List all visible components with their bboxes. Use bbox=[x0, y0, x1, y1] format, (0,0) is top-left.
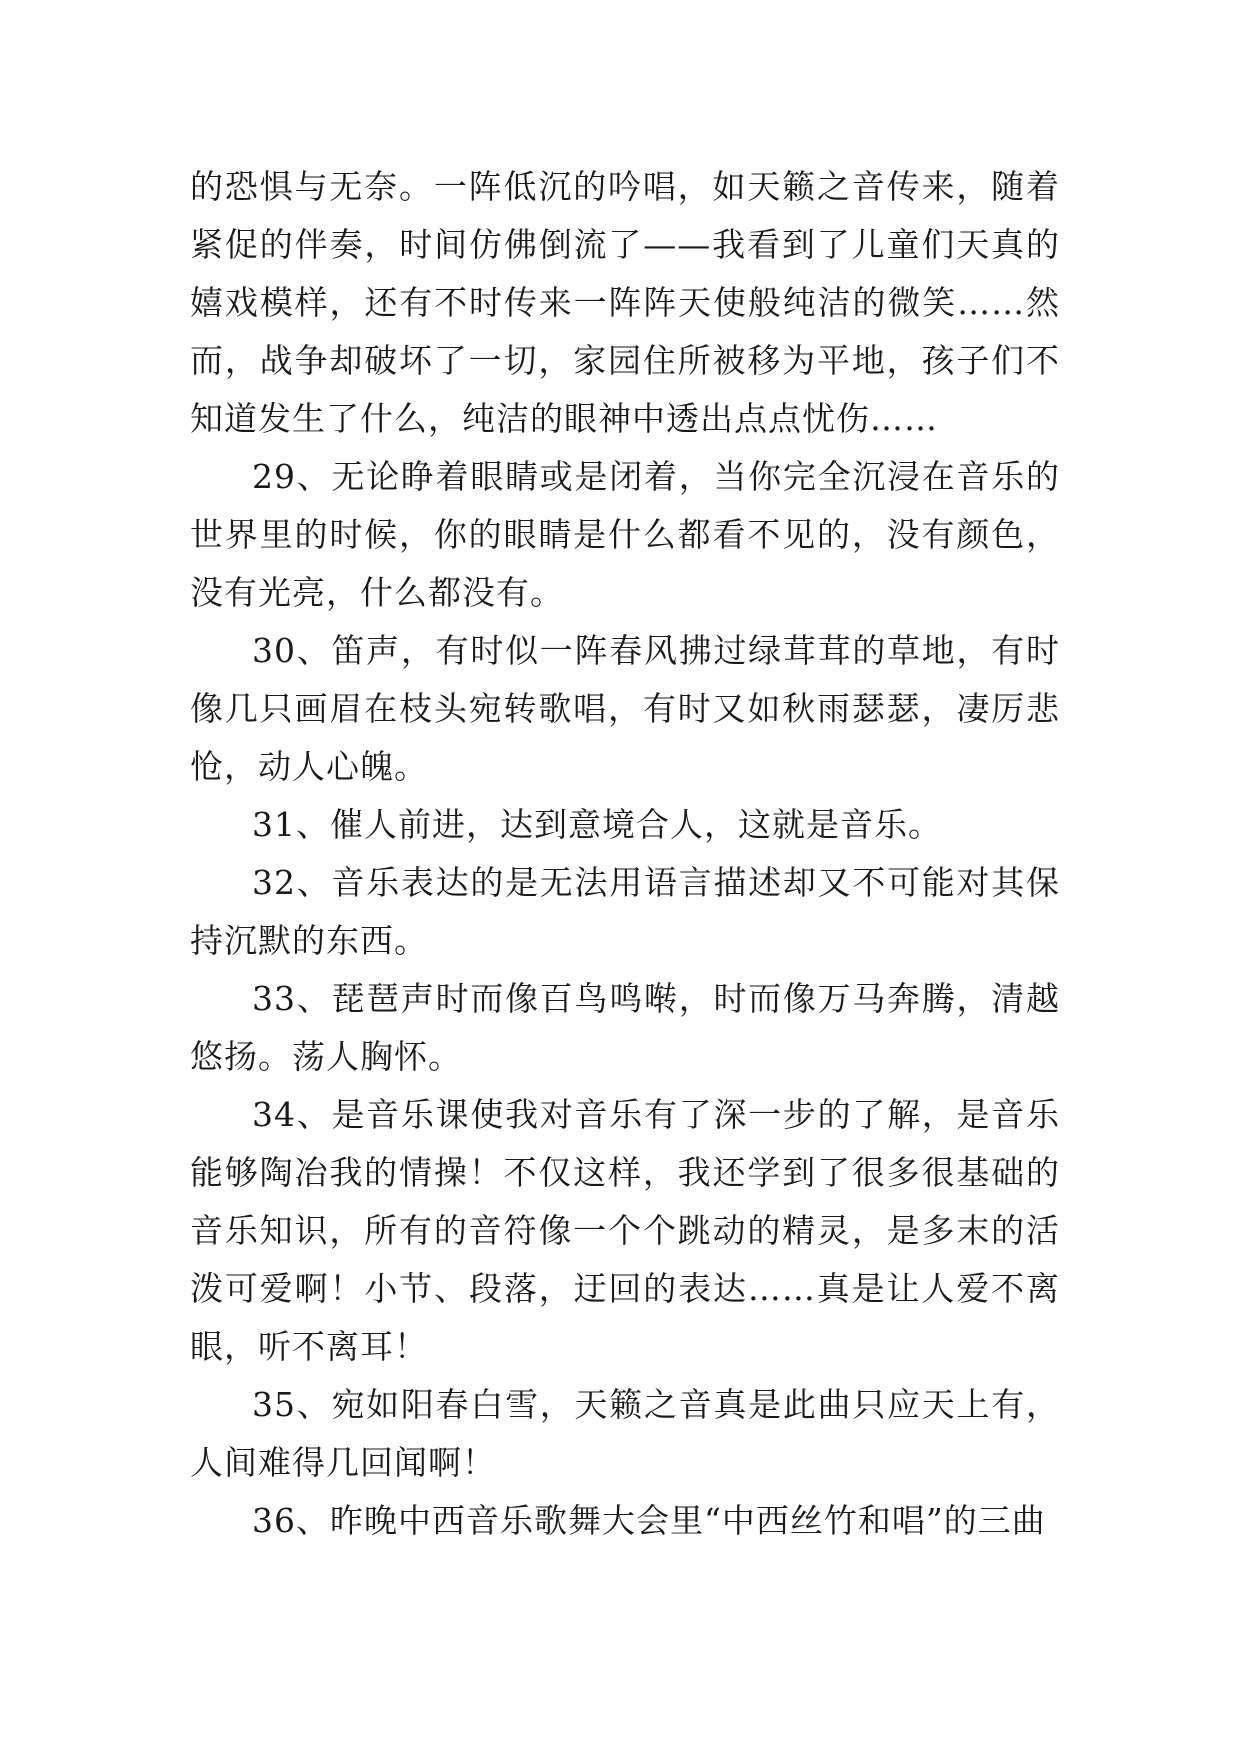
paragraph-31: 31、催人前进，达到意境合人，这就是音乐。 bbox=[252, 805, 942, 844]
paragraph-29: 29、无论睁着眼睛或是闭着，当你完全沉浸在音乐的世界里的时候，你的眼睛是什么都看不见的，没有颜色，没有光亮，什么都没有。 bbox=[190, 457, 1060, 612]
paragraph-35: 35、宛如阳春白雪，天籁之音真是此曲只应天上有，人间难得几回闻啊！ bbox=[190, 1385, 1060, 1482]
paragraph-32: 32、音乐表达的是无法用语言描述却又不可能对其保持沉默的东西。 bbox=[190, 863, 1060, 960]
paragraph-33: 33、琵琶声时而像百鸟鸣啭，时而像万马奔腾，清越悠扬。荡人胸怀。 bbox=[190, 979, 1060, 1076]
document-body bbox=[190, 158, 1060, 1550]
paragraph-continuation: 的恐惧与无奈。一阵低沉的吟唱，如天籁之音传来，随着紧促的伴奏，时间仿佛倒流了——我看到了儿童们天真的嬉戏模样，还有不时传来一阵阵天使般纯洁的微笑……然而，战争却破坏了一切，家园住所被移为平地，孩子们不知道发生了什么，纯洁的眼神中透出点点忧伤…… bbox=[190, 167, 1060, 438]
paragraph-30: 30、笛声，有时似一阵春风拂过绿茸茸的草地，有时像几只画眉在枝头宛转歌唱，有时又如秋雨瑟瑟，凄厉悲怆，动人心魄。 bbox=[190, 631, 1060, 786]
paragraph-34: 34、是音乐课使我对音乐有了深一步的了解，是音乐能够陶冶我的情操！不仅这样，我还学到了很多很基础的音乐知识，所有的音符像一个个跳动的精灵，是多末的活泼可爱啊！小节、段落，迂回的表达……真是让人爱不离眼，听不离耳！ bbox=[190, 1095, 1060, 1366]
paragraph-36: 36、昨晚中西音乐歌舞大会里“中西丝竹和唱”的三曲 bbox=[252, 1501, 1046, 1540]
